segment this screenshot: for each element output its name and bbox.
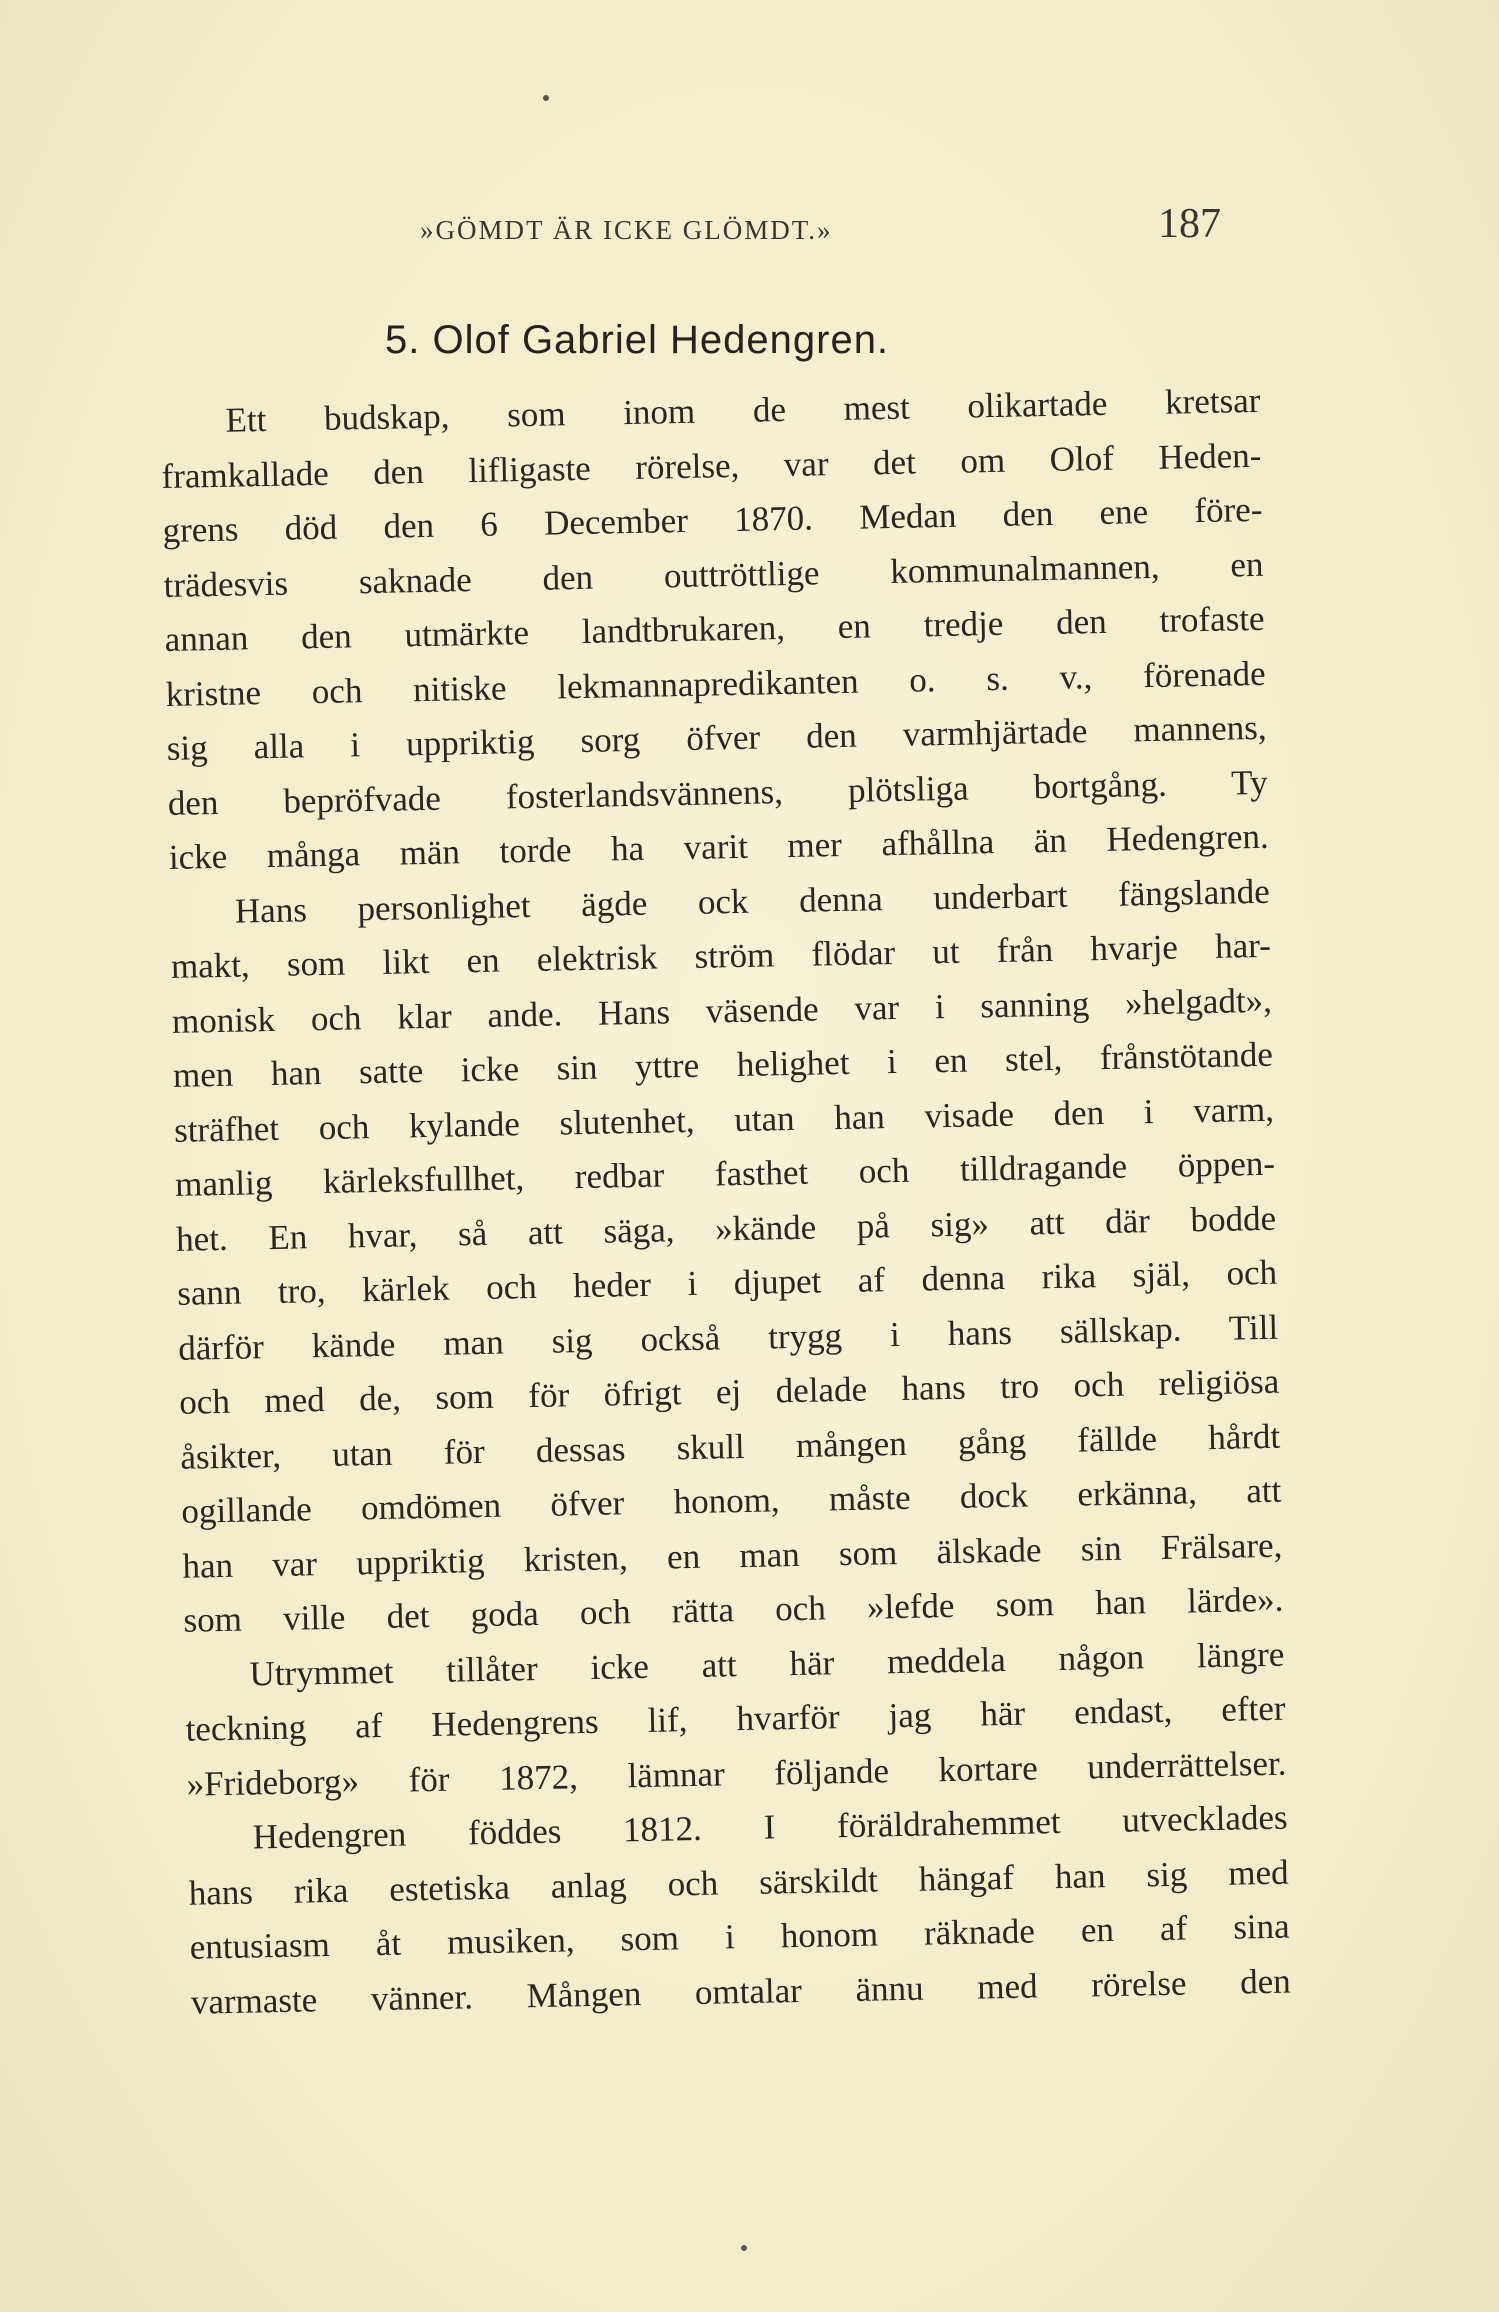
- text-line: »Frideborg» för 1872, lämnar följande kortare underrättelser.: [186, 1743, 1287, 1804]
- text-line: trädesvis saknade den outtröttlige kommunalmannen, en: [163, 544, 1264, 605]
- text-line: därför kände man sig också trygg i hans sällskap. Till: [177, 1307, 1279, 1368]
- text-line: manlig kärleksfullhet, redbar fasthet och tilldragande öppen-: [174, 1143, 1276, 1204]
- text-line: framkallade den lifligaste rörelse, var det om Olof Heden-: [161, 435, 1262, 496]
- text-line: het. En hvar, så att säga, »kände på sig» att där bodde: [175, 1198, 1277, 1259]
- text-line: icke många män torde ha varit mer afhållna än Hedengren.: [168, 816, 1270, 877]
- text-line: Hedengren föddes 1812. I föräldrahemmet utvecklades: [252, 1797, 1288, 1857]
- text-line: åsikter, utan för dessas skull mången gång fällde hårdt: [180, 1416, 1281, 1477]
- top-ink-dot: [543, 95, 549, 101]
- text-line: monisk och klar ande. Hans väsende var i sanning »helgadt»,: [171, 980, 1273, 1041]
- bottom-ink-dot: [741, 2245, 747, 2251]
- text-line: hans rika estetiska anlag och särskildt hängaf han sig med: [188, 1852, 1289, 1913]
- text-line: Utrymmet tillåter icke att här meddela någon längre: [249, 1634, 1285, 1694]
- text-line: sig alla i uppriktig sorg öfver den varmhjärtade mannens,: [166, 707, 1267, 768]
- text-line: makt, som likt en elektrisk ström flödar ut från hvarje har-: [170, 925, 1272, 986]
- running-head: »GÖMDT ÄR ICKE GLÖMDT.»: [420, 215, 833, 245]
- text-line: Ett budskap, som inom de mest olikartade kretsar: [225, 380, 1261, 440]
- text-line: den bepröfvade fosterlandsvännens, plötsliga bortgång. Ty: [167, 762, 1269, 823]
- text-line: sträfhet och kylande slutenhet, utan han visade den i varm,: [173, 1089, 1275, 1150]
- text-line: kristne och nitiske lekmannapredikanten o. s. v., förenade: [165, 653, 1266, 714]
- text-line: sann tro, kärlek och heder i djupet af denna rika själ, och: [176, 1252, 1278, 1313]
- text-line: grens död den 6 December 1870. Medan den ene före-: [162, 489, 1263, 550]
- text-line: ogillande omdömen öfver honom, måste dock erkänna, att: [181, 1470, 1282, 1531]
- text-line: varmaste vänner. Mången omtalar ännu med rörelse den: [190, 1961, 1292, 2022]
- text-line: men han satte icke sin yttre helighet i en stel, frånstötande: [172, 1034, 1274, 1095]
- section-heading: 5. Olof Gabriel Hedengren.: [385, 318, 890, 362]
- text-line: han var uppriktig kristen, en man som älskade sin Frälsare,: [182, 1525, 1283, 1586]
- text-line: Hans personlighet ägde ock denna underbart fängslande: [234, 871, 1271, 931]
- page-number: 187: [1158, 201, 1221, 247]
- text-line: entusiasm åt musiken, som i honom räknade en af sina: [189, 1906, 1290, 1967]
- text-line: och med de, som för öfrigt ej delade hans tro och religiösa: [178, 1361, 1280, 1422]
- text-line: teckning af Hedengrens lif, hvarför jag här endast, efter: [185, 1688, 1286, 1749]
- text-line: annan den utmärkte landtbrukaren, en tredje den trofaste: [164, 598, 1265, 659]
- body-text: [160, 374, 1291, 2030]
- text-line: som ville det goda och rätta och »lefde som han lärde».: [183, 1579, 1284, 1640]
